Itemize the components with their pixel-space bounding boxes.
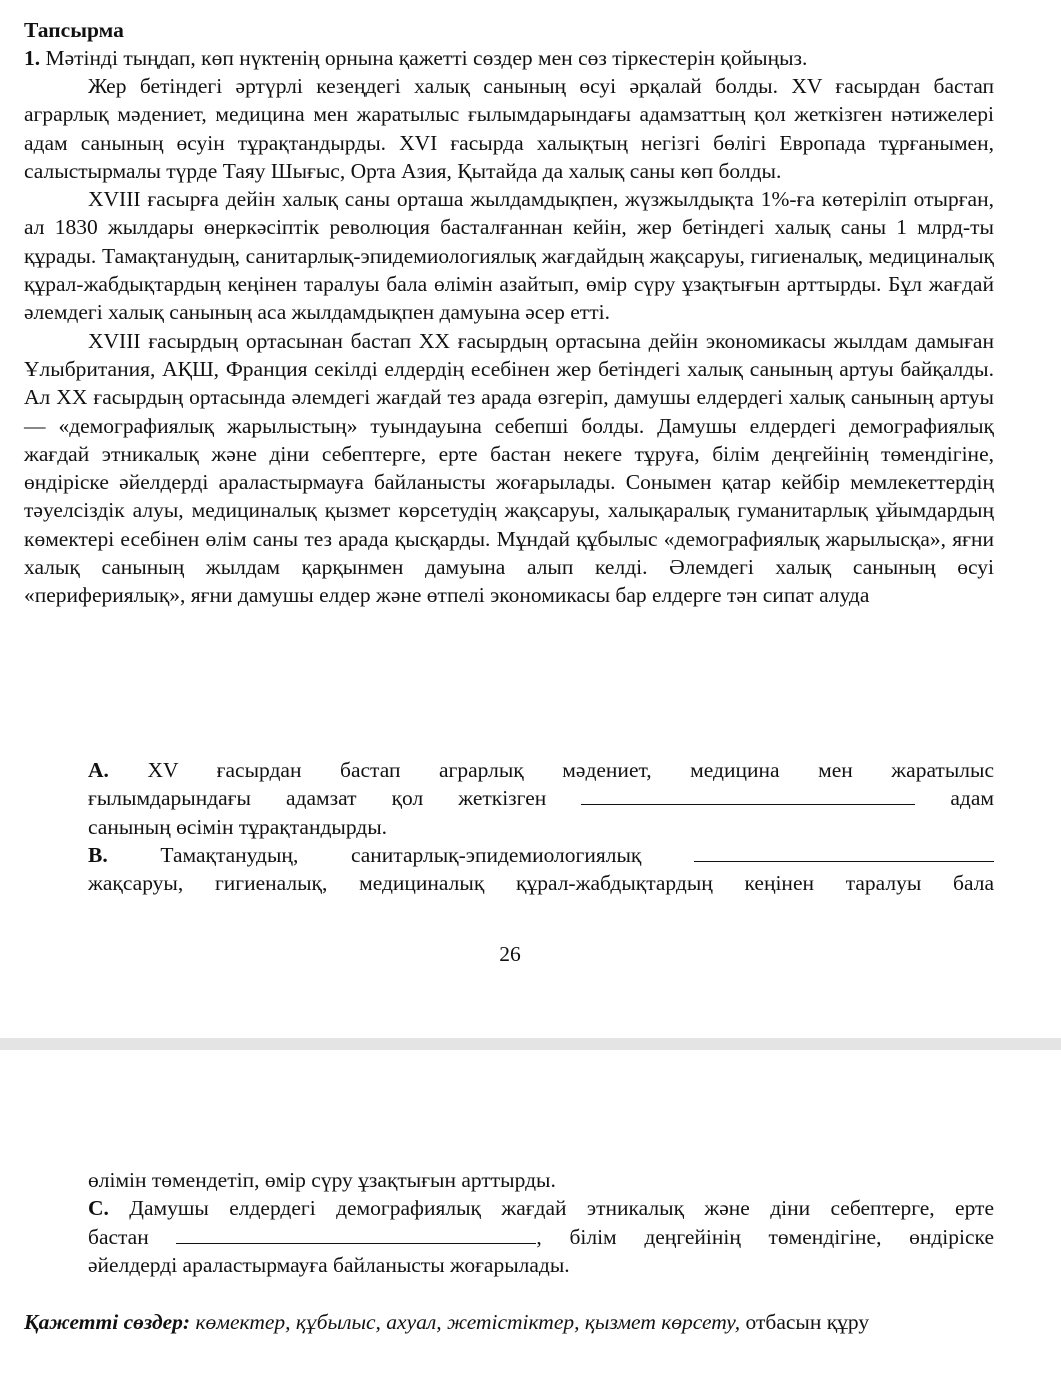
item-c-letter: C. — [88, 1196, 109, 1221]
word-bank-italic: көмектер, құбылыс, ахуал, жетістіктер, қызмет көрсету, — [195, 1310, 741, 1334]
item-a-line2 — [88, 784, 994, 812]
item-c-line1 — [88, 1194, 994, 1222]
task-instruction — [24, 44, 994, 72]
item-c-text1: Дамушы елдердегі демографиялық жағдай этникалық және діни себептерге, ерте — [129, 1196, 994, 1221]
page-title: Тапсырма — [24, 18, 124, 42]
item-b-line3: өлімін төмендетіп, өмір сүру ұзақтығын арттырды. — [88, 1168, 556, 1192]
exercise-items — [88, 756, 994, 897]
item-b-letter: B. — [88, 842, 108, 867]
page-number: 26 — [499, 942, 521, 966]
item-a-blank[interactable] — [581, 784, 915, 805]
word-bank-plain: отбасын құру — [745, 1310, 870, 1334]
item-c-text3: , білім деңгейінің төмендігіне, өндіріске — [536, 1224, 994, 1249]
task-text: Мәтінді тыңдап, көп нүктенің орнына қажетті сөздер мен сөз тіркестерін қойыңыз. — [45, 46, 808, 70]
item-b-line2: жақсаруы, гигиеналық, медициналық құрал-жабдықтардың кеңінен таралуы бала — [88, 871, 994, 896]
reading-text — [24, 72, 994, 610]
item-c-line3: әйелдерді араластырмауға байланысты жоғарылады. — [88, 1252, 570, 1277]
item-c-line2 — [88, 1223, 994, 1251]
item-a-line3: санының өсімін тұрақтандырды. — [88, 814, 388, 839]
item-c-blank[interactable] — [176, 1223, 536, 1244]
item-a-text3: адам — [950, 786, 994, 811]
item-b-line1 — [88, 841, 994, 869]
page-separator — [0, 1038, 1061, 1050]
paragraph-2: XVIII ғасырға дейін халық саны орташа жылдамдықпен, жүзжылдықта 1%-ға көтеріліп отырған, ал 1830 жылдары өнеркәсіптік революция басталғаннан кейін, жер бетіндегі халық саны 1 млрд-ты құрады. Тамақтанудың, санитарлық-эпидемиологиялық жағдайдың жақсаруы, гигиеналық, медициналық құрал-жабдықтардың кеңінен таралуы бала өлімін азайтып, өмір сүру ұзақтығын арттырды. Бұл жағдай әлемдегі халық санының аса жылдамдықпен дамуына әсер етті. — [24, 187, 994, 325]
item-b-text1: Тамақтанудың, санитарлық-эпидемиологиялық — [160, 842, 642, 867]
task-number: 1. — [24, 46, 41, 70]
item-a-text2: ғылымдарындағы адамзат қол жеткізген — [88, 786, 547, 811]
paragraph-1: Жер бетіндегі әртүрлі кезеңдегі халық санының өсуі әрқалай болды. XV ғасырдан бастап аграрлық мәдениет, медицина мен жаратылыс ғылымдарындағы адамзаттың қол жеткізген нәтижелері адам санының өсуін тұрақтандырды. XVI ғасырда халықтың негізгі бөлігі Европада тұрғанымен, салыстырмалы түрде Таяу Шығыс, Орта Азия, Қытайда да халық саны көп болды. — [24, 74, 994, 183]
exercise-items-continued — [88, 1166, 994, 1279]
item-a-letter: A. — [88, 758, 109, 782]
page-bottom — [0, 1050, 1061, 1391]
paragraph-3: XVIII ғасырдың ортасынан бастап XX ғасырдың ортасына дейін экономикасы жылдам дамыған Ұлыбритания, АҚШ, Франция секілді елдердің есебінен жер бетіндегі халық санының артуы байқалды. Ал XX ғасырдың ортасында әлемдегі жағдай тез арада өзгеріп, дамушы елдердегі халық санының артуы — «демографиялық жарылыстың» туындауына себепші болды. Дамушы елдердегі демографиялық жағдай этникалық және діни себептерге, ерте бастан некеге тұруға, білім деңгейінің төмендігіне, өндіріске әйелдерді араластырмауға байланысты жоғарылады. Сонымен қатар кейбір мемлекеттердің тәуелсіздік алуы, медициналық қызмет көрсетудің жақсаруы, халықаралық гуманитарлық ұйымдардың көмектері есебінен өлім саны тез арада қысқарды. Мұндай құбылыс «демографиялық жарылысқа», яғни халық санының жылдам қарқынмен дамуына алып келді. Әлемдегі халық санының өсуі «перифериялық», яғни дамушы елдер және өтпелі экономикасы бар елдерге тән сипат алуда — [24, 328, 994, 608]
item-a-text1: XV ғасырдан бастап аграрлық мәдениет, медицина мен жаратылыс — [147, 758, 994, 782]
item-a-line1 — [88, 756, 994, 784]
item-c-text2: бастан — [88, 1224, 149, 1249]
item-b-blank[interactable] — [694, 841, 994, 862]
word-bank-label: Қажетті сөздер: — [24, 1310, 191, 1334]
word-bank — [24, 1308, 994, 1336]
